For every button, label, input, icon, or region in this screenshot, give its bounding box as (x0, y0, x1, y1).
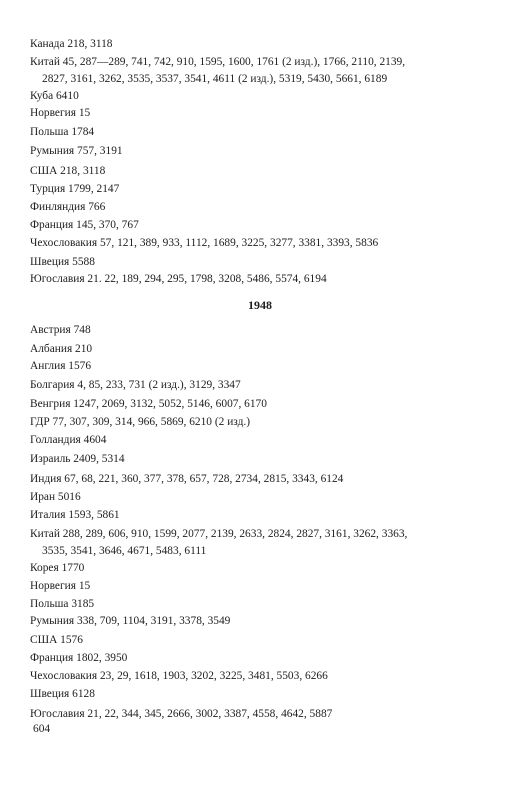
index-entry (30, 706, 332, 723)
entry-line: Китай 45, 287—289, 741, 742, 910, 1595, 1600, 1761 (2 изд.), 1766, 2110, 2139, (30, 56, 406, 68)
entry-line: Чехословакия 57, 121, 389, 933, 1112, 1689, 3225, 3277, 3381, 3393, 5836 (30, 237, 379, 249)
entry-line: Польша 1784 (30, 126, 95, 138)
index-entry (30, 578, 90, 595)
index-entry (30, 560, 84, 577)
entry-continuation-line: 3535, 3541, 3646, 4671, 5483, 6111 (42, 545, 207, 557)
index-entry (30, 217, 139, 234)
entry-line: Чехословакия 23, 29, 1618, 1903, 3202, 3225, 3481, 5503, 6266 (30, 670, 328, 682)
entry-line: Румыния 338, 709, 1104, 3191, 3378, 3549 (30, 615, 231, 627)
index-entry (30, 181, 119, 198)
entry-line: Югославия 21. 22, 189, 294, 295, 1798, 3208, 5486, 5574, 6194 (30, 273, 327, 285)
entry-line: Куба 6410 (30, 90, 79, 102)
index-entry (30, 163, 105, 180)
entry-line: Норвегия 15 (30, 580, 91, 592)
index-entry (30, 377, 241, 394)
index-entry (30, 105, 90, 122)
index-entry (30, 143, 123, 160)
entry-line: Франция 145, 370, 767 (30, 219, 139, 231)
entry-line: Швеция 5588 (30, 256, 95, 268)
entry-line: Албания 210 (30, 343, 93, 355)
index-entry (30, 686, 95, 703)
index-entry (30, 489, 81, 506)
index-entry (30, 507, 120, 524)
entry-line: Венгрия 1247, 2069, 3132, 5052, 5146, 6007, 6170 (30, 398, 267, 410)
index-entry (30, 254, 95, 271)
entry-line: Румыния 757, 3191 (30, 145, 123, 157)
index-entry (30, 124, 94, 141)
index-entry (30, 358, 91, 375)
index-entry (30, 414, 250, 431)
index-entry (30, 235, 378, 252)
entry-line: Польша 3185 (30, 598, 95, 610)
index-entry (30, 471, 343, 488)
entry-line: США 1576 (30, 634, 83, 646)
entry-continuation-line: 2827, 3161, 3262, 3535, 3537, 3541, 4611 (2 изд.), 5319, 5430, 5661, 6189 (42, 73, 388, 85)
index-entry (30, 632, 83, 649)
entry-line: США 218, 3118 (30, 165, 106, 177)
entry-line: Австрия 748 (30, 324, 91, 336)
entry-line: Швеция 6128 (30, 688, 95, 700)
entry-line: Италия 1593, 5861 (30, 509, 120, 521)
index-entry (30, 271, 327, 288)
index-entry (30, 396, 267, 413)
entry-line: Индия 67, 68, 221, 360, 377, 378, 657, 728, 2734, 2815, 3343, 6124 (30, 473, 344, 485)
entry-line: Иран 5016 (30, 491, 81, 503)
entry-line: Англия 1576 (30, 360, 92, 372)
index-entry (30, 432, 106, 449)
index-entry (30, 596, 94, 613)
page-number: 604 (33, 723, 51, 735)
index-entry (30, 88, 79, 105)
entry-line: Югославия 21, 22, 344, 345, 2666, 3002, 3387, 4558, 4642, 5887 (30, 708, 333, 720)
entry-line: Голландия 4604 (30, 434, 107, 446)
index-entry (30, 322, 91, 339)
index-entry (30, 54, 405, 88)
index-entry (30, 341, 92, 358)
year-heading: 1948 (248, 298, 272, 312)
entry-line: Турция 1799, 2147 (30, 183, 120, 195)
index-entry (30, 451, 125, 468)
entry-line: Норвегия 15 (30, 107, 91, 119)
entry-line: Корея 1770 (30, 562, 85, 574)
entry-line: Финляндия 766 (30, 201, 106, 213)
entry-line: Канада 218, 3118 (30, 38, 113, 50)
index-entry (30, 199, 105, 216)
entry-line: Китай 288, 289, 606, 910, 1599, 2077, 2139, 2633, 2824, 2827, 3161, 3262, 3363, (30, 528, 408, 540)
index-entry (30, 668, 328, 685)
entry-line: Израиль 2409, 5314 (30, 453, 125, 465)
entry-line: ГДР 77, 307, 309, 314, 966, 5869, 6210 (2 изд.) (30, 416, 251, 428)
entry-line: Болгария 4, 85, 233, 731 (2 изд.), 3129, 3347 (30, 379, 241, 391)
entry-line: Франция 1802, 3950 (30, 652, 128, 664)
index-entry (30, 526, 407, 560)
index-entry (30, 613, 230, 630)
index-entry (30, 650, 127, 667)
index-entry (30, 36, 113, 53)
